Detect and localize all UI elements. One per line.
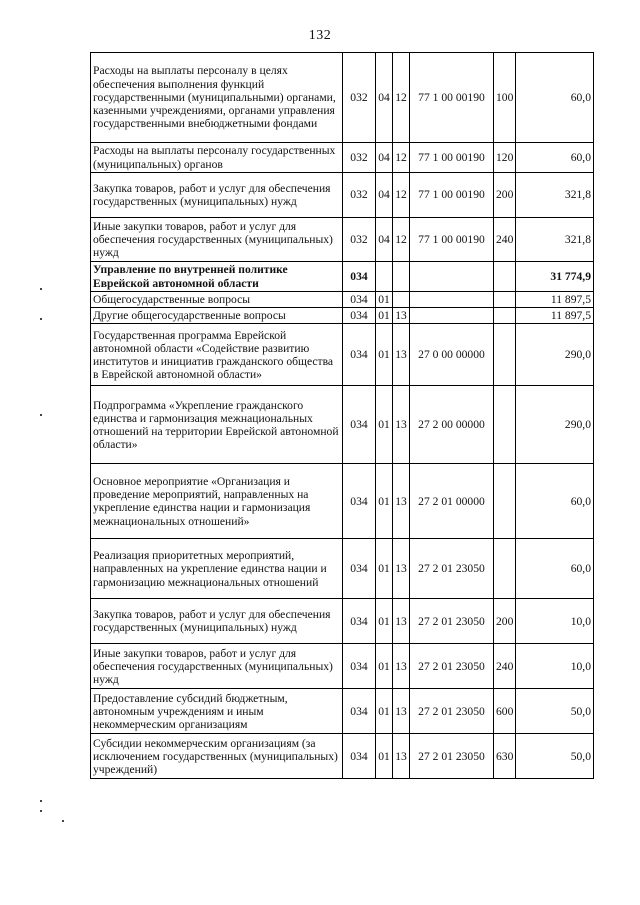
row-expense-type: 120 bbox=[494, 143, 516, 173]
row-target-article: 27 2 01 23050 bbox=[410, 644, 494, 689]
row-subsection-code bbox=[393, 262, 410, 292]
row-section-code: 01 bbox=[376, 292, 393, 308]
row-name: Субсидии некоммерческим организациям (за исключением государственных (муниципальных) учреждений) bbox=[91, 734, 343, 779]
row-amount: 10,0 bbox=[516, 644, 594, 689]
row-target-article: 27 2 01 00000 bbox=[410, 464, 494, 539]
row-name: Реализация приоритетных мероприятий, направленных на укрепление единства нации и гармонизацию межнациональных отношений bbox=[91, 539, 343, 599]
row-ved-code: 034 bbox=[343, 539, 376, 599]
row-expense-type: 630 bbox=[494, 734, 516, 779]
row-section-code: 01 bbox=[376, 644, 393, 689]
row-target-article: 27 2 01 23050 bbox=[410, 689, 494, 734]
row-ved-code: 034 bbox=[343, 262, 376, 292]
row-name: Предоставление субсидий бюджетным, автономным учреждениям и иным некоммерческим организациям bbox=[91, 689, 343, 734]
row-target-article: 27 2 01 23050 bbox=[410, 734, 494, 779]
row-section-code: 01 bbox=[376, 324, 393, 386]
row-amount: 60,0 bbox=[516, 539, 594, 599]
row-section-code: 04 bbox=[376, 173, 393, 218]
table-row bbox=[91, 644, 594, 689]
row-section-code bbox=[376, 262, 393, 292]
row-name: Закупка товаров, работ и услуг для обеспечения государственных (муниципальных) нужд bbox=[91, 173, 343, 218]
row-expense-type: 200 bbox=[494, 173, 516, 218]
row-amount: 50,0 bbox=[516, 689, 594, 734]
row-amount: 321,8 bbox=[516, 173, 594, 218]
row-expense-type bbox=[494, 308, 516, 324]
row-expense-type bbox=[494, 292, 516, 308]
scan-speck bbox=[40, 810, 42, 812]
row-subsection-code: 13 bbox=[393, 308, 410, 324]
row-ved-code: 034 bbox=[343, 464, 376, 539]
table-row bbox=[91, 262, 594, 292]
row-name: Другие общегосударственные вопросы bbox=[91, 308, 343, 324]
row-amount: 60,0 bbox=[516, 143, 594, 173]
row-target-article: 77 1 00 00190 bbox=[410, 218, 494, 262]
row-expense-type bbox=[494, 539, 516, 599]
row-subsection-code: 13 bbox=[393, 324, 410, 386]
row-subsection-code: 13 bbox=[393, 539, 410, 599]
row-subsection-code bbox=[393, 292, 410, 308]
row-amount: 290,0 bbox=[516, 386, 594, 464]
table-row bbox=[91, 173, 594, 218]
row-expense-type bbox=[494, 262, 516, 292]
row-amount: 60,0 bbox=[516, 464, 594, 539]
row-expense-type: 200 bbox=[494, 599, 516, 644]
table-row bbox=[91, 324, 594, 386]
row-name: Подпрограмма «Укрепление гражданского единства и гармонизация межнациональных отношений на территории Еврейской автономной области» bbox=[91, 386, 343, 464]
row-target-article: 77 1 00 00190 bbox=[410, 53, 494, 143]
row-target-article: 27 0 00 00000 bbox=[410, 324, 494, 386]
scan-speck bbox=[40, 318, 42, 320]
row-subsection-code: 12 bbox=[393, 53, 410, 143]
row-target-article bbox=[410, 292, 494, 308]
table-row bbox=[91, 464, 594, 539]
table-row bbox=[91, 734, 594, 779]
row-name: Иные закупки товаров, работ и услуг для обеспечения государственных (муниципальных) нужд bbox=[91, 644, 343, 689]
table-row bbox=[91, 386, 594, 464]
row-name: Закупка товаров, работ и услуг для обеспечения государственных (муниципальных) нужд bbox=[91, 599, 343, 644]
table-row bbox=[91, 292, 594, 308]
row-section-code: 01 bbox=[376, 734, 393, 779]
row-amount: 50,0 bbox=[516, 734, 594, 779]
scan-speck bbox=[40, 414, 42, 416]
row-subsection-code: 13 bbox=[393, 689, 410, 734]
row-amount: 31 774,9 bbox=[516, 262, 594, 292]
row-subsection-code: 13 bbox=[393, 386, 410, 464]
row-subsection-code: 13 bbox=[393, 464, 410, 539]
row-name: Общегосударственные вопросы bbox=[91, 292, 343, 308]
table-row bbox=[91, 218, 594, 262]
row-amount: 60,0 bbox=[516, 53, 594, 143]
table-row bbox=[91, 308, 594, 324]
row-amount: 11 897,5 bbox=[516, 292, 594, 308]
scan-speck bbox=[40, 288, 42, 290]
row-section-code: 04 bbox=[376, 218, 393, 262]
row-subsection-code: 13 bbox=[393, 644, 410, 689]
scan-speck bbox=[62, 820, 64, 822]
row-target-article bbox=[410, 262, 494, 292]
row-name: Управление по внутренней политике Еврейской автономной области bbox=[91, 262, 343, 292]
row-name: Основное мероприятие «Организация и проведение мероприятий, направленных на укрепление единства нации и гармонизация межнациональных отношений» bbox=[91, 464, 343, 539]
row-ved-code: 032 bbox=[343, 53, 376, 143]
row-expense-type bbox=[494, 386, 516, 464]
row-subsection-code: 13 bbox=[393, 734, 410, 779]
row-ved-code: 034 bbox=[343, 386, 376, 464]
row-name: Расходы на выплаты персоналу в целях обеспечения выполнения функций государственными (муниципальными) органами, казенными учреждениями, органами управления государственными внебюджетными фондами bbox=[91, 53, 343, 143]
row-ved-code: 034 bbox=[343, 734, 376, 779]
row-ved-code: 034 bbox=[343, 292, 376, 308]
row-section-code: 01 bbox=[376, 599, 393, 644]
row-ved-code: 034 bbox=[343, 644, 376, 689]
scan-speck bbox=[40, 800, 42, 802]
row-expense-type bbox=[494, 464, 516, 539]
row-target-article: 27 2 00 00000 bbox=[410, 386, 494, 464]
row-section-code: 01 bbox=[376, 539, 393, 599]
table-row bbox=[91, 689, 594, 734]
row-target-article: 27 2 01 23050 bbox=[410, 599, 494, 644]
row-subsection-code: 12 bbox=[393, 143, 410, 173]
row-target-article: 77 1 00 00190 bbox=[410, 143, 494, 173]
row-ved-code: 032 bbox=[343, 218, 376, 262]
row-ved-code: 032 bbox=[343, 143, 376, 173]
row-amount: 11 897,5 bbox=[516, 308, 594, 324]
row-expense-type: 240 bbox=[494, 218, 516, 262]
row-name: Иные закупки товаров, работ и услуг для обеспечения государственных (муниципальных) нужд bbox=[91, 218, 343, 262]
row-section-code: 04 bbox=[376, 143, 393, 173]
row-section-code: 01 bbox=[376, 464, 393, 539]
row-amount: 290,0 bbox=[516, 324, 594, 386]
row-expense-type bbox=[494, 324, 516, 386]
table-row bbox=[91, 539, 594, 599]
row-section-code: 01 bbox=[376, 689, 393, 734]
table-row bbox=[91, 599, 594, 644]
row-ved-code: 034 bbox=[343, 324, 376, 386]
row-subsection-code: 12 bbox=[393, 173, 410, 218]
row-section-code: 01 bbox=[376, 308, 393, 324]
row-name: Расходы на выплаты персоналу государственных (муниципальных) органов bbox=[91, 143, 343, 173]
row-amount: 10,0 bbox=[516, 599, 594, 644]
row-expense-type: 100 bbox=[494, 53, 516, 143]
budget-table bbox=[90, 52, 594, 779]
row-name: Государственная программа Еврейской автономной области «Содействие развитию институтов и инициатив гражданского общества в Еврейской автономной области» bbox=[91, 324, 343, 386]
row-subsection-code: 12 bbox=[393, 218, 410, 262]
row-ved-code: 034 bbox=[343, 599, 376, 644]
row-ved-code: 034 bbox=[343, 689, 376, 734]
row-target-article: 77 1 00 00190 bbox=[410, 173, 494, 218]
row-ved-code: 034 bbox=[343, 308, 376, 324]
row-section-code: 01 bbox=[376, 386, 393, 464]
row-section-code: 04 bbox=[376, 53, 393, 143]
row-expense-type: 240 bbox=[494, 644, 516, 689]
row-target-article: 27 2 01 23050 bbox=[410, 539, 494, 599]
page-number: 132 bbox=[308, 28, 332, 43]
row-ved-code: 032 bbox=[343, 173, 376, 218]
row-subsection-code: 13 bbox=[393, 599, 410, 644]
row-amount: 321,8 bbox=[516, 218, 594, 262]
table-row bbox=[91, 53, 594, 143]
row-target-article bbox=[410, 308, 494, 324]
row-expense-type: 600 bbox=[494, 689, 516, 734]
table-row bbox=[91, 143, 594, 173]
